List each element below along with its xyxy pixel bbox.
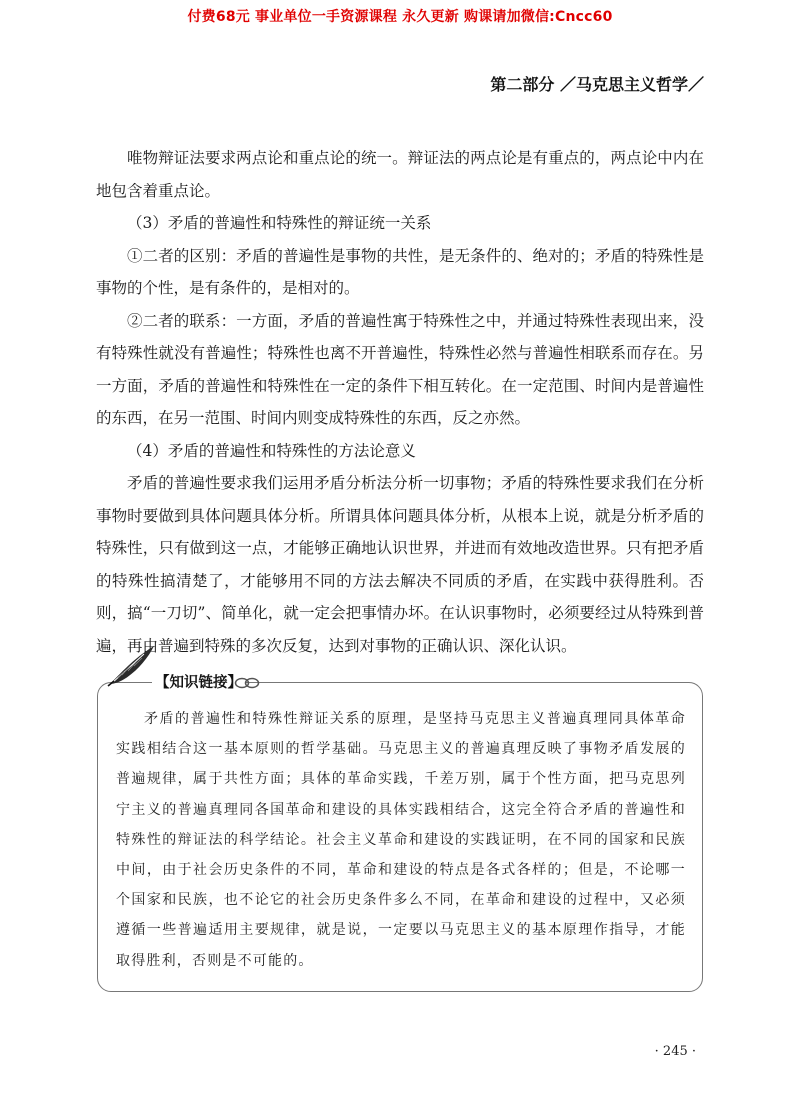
knowledge-link-text xyxy=(116,704,686,976)
quill-pen-icon xyxy=(104,644,158,688)
knowledge-link-title: 【知识链接】 xyxy=(152,674,245,692)
main-text xyxy=(96,142,704,662)
page-number: · 245 · xyxy=(654,1044,696,1059)
paragraph: 矛盾的普遍性要求我们运用矛盾分析法分析一切事物；矛盾的特殊性要求我们在分析事物时要做到具体问题具体分析。所谓具体问题具体分析，从根本上说，就是分析矛盾的特殊性，只有做到这一点，才能够正确地认识世界，并进而有效地改造世界。只有把矛盾的特殊性搞清楚了，才能够用不同的方法去解决不同质的矛盾，在实践中获得胜利。否则，搞“一刀切”、简单化，就一定会把事情办坏。在认识事物时，必须要经过从特殊到普遍，再由普遍到特殊的多次反复，达到对事物的正确认识、深化认识。 xyxy=(96,474,704,655)
paragraph: ①二者的区别：矛盾的普遍性是事物的共性，是无条件的、绝对的；矛盾的特殊性是事物的个性，是有条件的，是相对的。 xyxy=(96,246,704,297)
paragraph: 唯物辩证法要求两点论和重点论的统一。辩证法的两点论是有重点的，两点论中内在地包含着重点论。 xyxy=(96,149,704,200)
chain-link-icon xyxy=(234,676,260,690)
knowledge-paragraph: 矛盾的普遍性和特殊性辩证关系的原理，是坚持马克思主义普遍真理同具体革命实践相结合这一基本原则的哲学基础。马克思主义的普遍真理反映了事物矛盾发展的普遍规律，属于共性方面；具体的革命实践，千差万别，属于个性方面，把马克思列宁主义的普遍真理同各国革命和建设的具体实践相结合，这完全符合矛盾的普遍性和特殊性的辩证法的科学结论。社会主义革命和建设的实践证明，在不同的国家和民族中间，由于社会历史条件的不同，革命和建设的特点是各式各样的；但是，不论哪一个国家和民族，也不论它的社会历史条件多么不同，在革命和建设的过程中，又必须遵循一些普遍适用主要规律，就是说，一定要以马克思主义的基本原理作指导，才能取得胜利，否则是不可能的。 xyxy=(116,711,686,969)
subheading: （3）矛盾的普遍性和特殊性的辩证统一关系 xyxy=(127,214,432,232)
watermark-banner: 付费68元 事业单位一手资源课程 永久更新 购课请加微信:Cncc60 xyxy=(187,9,613,25)
subheading: （4）矛盾的普遍性和特殊性的方法论意义 xyxy=(127,441,416,460)
section-header: 第二部分 ／马克思主义哲学／ xyxy=(490,75,704,94)
paragraph: ②二者的联系：一方面，矛盾的普遍性寓于特殊性之中，并通过特殊性表现出来，没有特殊性就没有普遍性；特殊性也离不开普遍性，特殊性必然与普遍性相联系而存在。另一方面，矛盾的普遍性和特殊性在一定的条件下相互转化。在一定范围、时间内是普遍性的东西，在另一范围、时间内则变成特殊性的东西，反之亦然。 xyxy=(96,311,704,427)
